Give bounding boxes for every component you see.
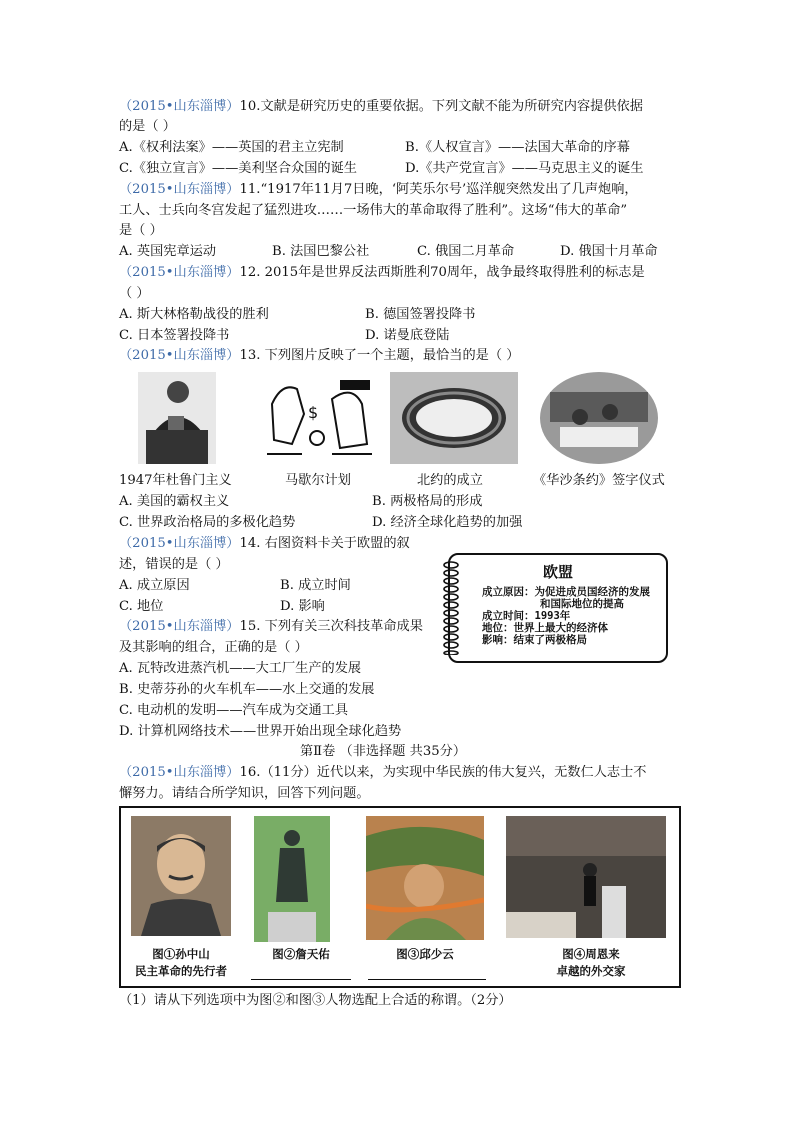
- q14-option-c: C. 地位: [119, 599, 164, 614]
- q14-source: （2015•山东淄博）: [119, 536, 240, 551]
- caption-truman: 1947年杜鲁门主义: [119, 473, 232, 488]
- q15-source: （2015•山东淄博）: [119, 619, 240, 634]
- q15-line2: 及其影响的组合，正确的是（ ）: [119, 640, 308, 655]
- q13-line1: [119, 346, 519, 366]
- q13-stem: 13. 下列图片反映了一个主题，最恰当的是（ ）: [239, 348, 520, 363]
- q13-option-c: C. 世界政治格局的多极化趋势: [119, 515, 296, 530]
- q11-option-a: A. 英国宪章运动: [119, 244, 217, 259]
- q10-option-a: A.《权利法案》——英国的君主立宪制: [119, 140, 344, 155]
- q11-line1: [119, 180, 638, 200]
- q12-stem: 12. 2015年是世界反法西斯胜利70周年，战争最终取得胜利的标志是: [239, 265, 645, 280]
- warsaw-pact-photo: [540, 372, 658, 464]
- caption-warsaw: 《华沙条约》签字仪式: [533, 473, 665, 488]
- q11-option-c: C. 俄国二月革命: [417, 244, 515, 259]
- q10-line2: 的是（ ）: [119, 119, 176, 134]
- fig3-caption: 图③邱少云: [396, 947, 454, 961]
- eu-card-impact: 影响：结束了两极格局: [482, 634, 587, 646]
- q10-line1: [119, 97, 643, 117]
- q12-option-c: C. 日本签署投降书: [119, 328, 230, 343]
- q16-figure-frame: [119, 806, 681, 988]
- eu-card-title: 欧盟: [542, 563, 573, 581]
- eu-card-reason: 成立原因：为促进成员国经济的发展: [482, 586, 650, 598]
- q14-line1: [119, 534, 410, 554]
- q10-option-b: B.《人权宣言》——法国大革命的序幕: [405, 140, 630, 155]
- q15-line1: [119, 617, 423, 637]
- q14-option-b: B. 成立时间: [280, 578, 351, 593]
- q16-source: （2015•山东淄博）: [119, 765, 240, 780]
- eu-card-reason-cont: 和国际地位的提高: [540, 598, 624, 610]
- q14-line2: 述，错误的是（ ）: [119, 557, 229, 572]
- q13-option-a: A. 美国的霸权主义: [119, 494, 230, 509]
- eu-info-card: [448, 553, 668, 663]
- zhou-enlai-photo: [506, 816, 666, 938]
- fig2-caption: 图②詹天佑: [272, 947, 330, 961]
- fig4-caption: 图④周恩来: [562, 947, 620, 961]
- q12-line2: （ ）: [119, 286, 150, 301]
- q14-stem: 14. 右图资料卡关于欧盟的叙: [239, 536, 410, 551]
- q12-option-d: D. 诺曼底登陆: [365, 328, 450, 343]
- q15-option-c: C. 电动机的发明——汽车成为交通工具: [119, 703, 349, 718]
- q16-line1: [119, 763, 646, 783]
- q12-option-b: B. 德国签署投降书: [365, 307, 476, 322]
- q10-source: （2015•山东淄博）: [119, 99, 240, 114]
- section-2-title: 第Ⅱ卷 （非选择题 共35分）: [300, 744, 467, 759]
- caption-marshall: 马歇尔计划: [285, 473, 351, 488]
- q14-option-a: A. 成立原因: [119, 578, 190, 593]
- zhan-tianyou-statue-photo: [254, 816, 330, 942]
- q11-source: （2015•山东淄博）: [119, 182, 240, 197]
- q13-source: （2015•山东淄博）: [119, 348, 240, 363]
- fig1-caption: 图①孙中山: [152, 947, 210, 961]
- q10-stem: 10.文献是研究历史的重要依据。下列文献不能为所研究内容提供依据: [239, 99, 643, 114]
- q10-option-c: C.《独立宣言》——美利坚合众国的诞生: [119, 161, 357, 176]
- sun-yat-sen-photo: [131, 816, 231, 936]
- q11-line3: 是（ ）: [119, 223, 163, 238]
- svg-text:$: $: [308, 403, 319, 422]
- q11-line2: 工人、士兵向冬宫发起了猛烈进攻……一场伟大的革命取得了胜利”。这场“伟大的革命”: [119, 203, 628, 218]
- caption-nato: 北约的成立: [417, 473, 483, 488]
- q15-option-a: A. 瓦特改进蒸汽机——大工厂生产的发展: [119, 661, 362, 676]
- qiu-shaoyun-painting: [366, 816, 484, 940]
- q12-source: （2015•山东淄博）: [119, 265, 240, 280]
- q13-option-b: B. 两极格局的形成: [372, 494, 483, 509]
- fig4-title: 卓越的外交家: [556, 964, 626, 978]
- q16-sub1: （1）请从下列选项中为图②和图③人物选配上合适的称谓。（2分）: [119, 993, 512, 1008]
- q16-stem: 16.（11分）近代以来，为实现中华民族的伟大复兴，无数仁人志士不: [239, 765, 647, 780]
- q15-stem: 15. 下列有关三次科技革命成果: [239, 619, 423, 634]
- nato-founding-photo: [390, 372, 518, 464]
- eu-card-date: 成立时间：1993年: [482, 610, 571, 622]
- q11-option-b: B. 法国巴黎公社: [272, 244, 370, 259]
- q10-option-d: D.《共产党宣言》——马克思主义的诞生: [405, 161, 644, 176]
- q11-option-d: D. 俄国十月革命: [560, 244, 658, 259]
- fig3-answer-blank[interactable]: [365, 963, 489, 980]
- truman-photo: [138, 372, 216, 464]
- q11-stem: 11.“1917年11月7日晚，‘阿芙乐尔号’巡洋舰突然发出了几声炮响，: [239, 182, 638, 197]
- fig1-title: 民主革命的先行者: [135, 964, 227, 978]
- q15-option-d: D. 计算机网络技术——世界开始出现全球化趋势: [119, 724, 402, 739]
- q13-option-d: D. 经济全球化趋势的加强: [372, 515, 523, 530]
- q12-option-a: A. 斯大林格勒战役的胜利: [119, 307, 269, 322]
- fig2-answer-blank[interactable]: [246, 963, 356, 980]
- q15-option-b: B. 史蒂芬孙的火车机车——水上交通的发展: [119, 682, 375, 697]
- q16-line2: 懈努力。请结合所学知识，回答下列问题。: [119, 786, 370, 801]
- q14-option-d: D. 影响: [280, 599, 325, 614]
- eu-card-status: 地位：世界上最大的经济体: [482, 622, 608, 634]
- q12-line1: [119, 263, 645, 283]
- marshall-plan-cartoon: [262, 374, 377, 464]
